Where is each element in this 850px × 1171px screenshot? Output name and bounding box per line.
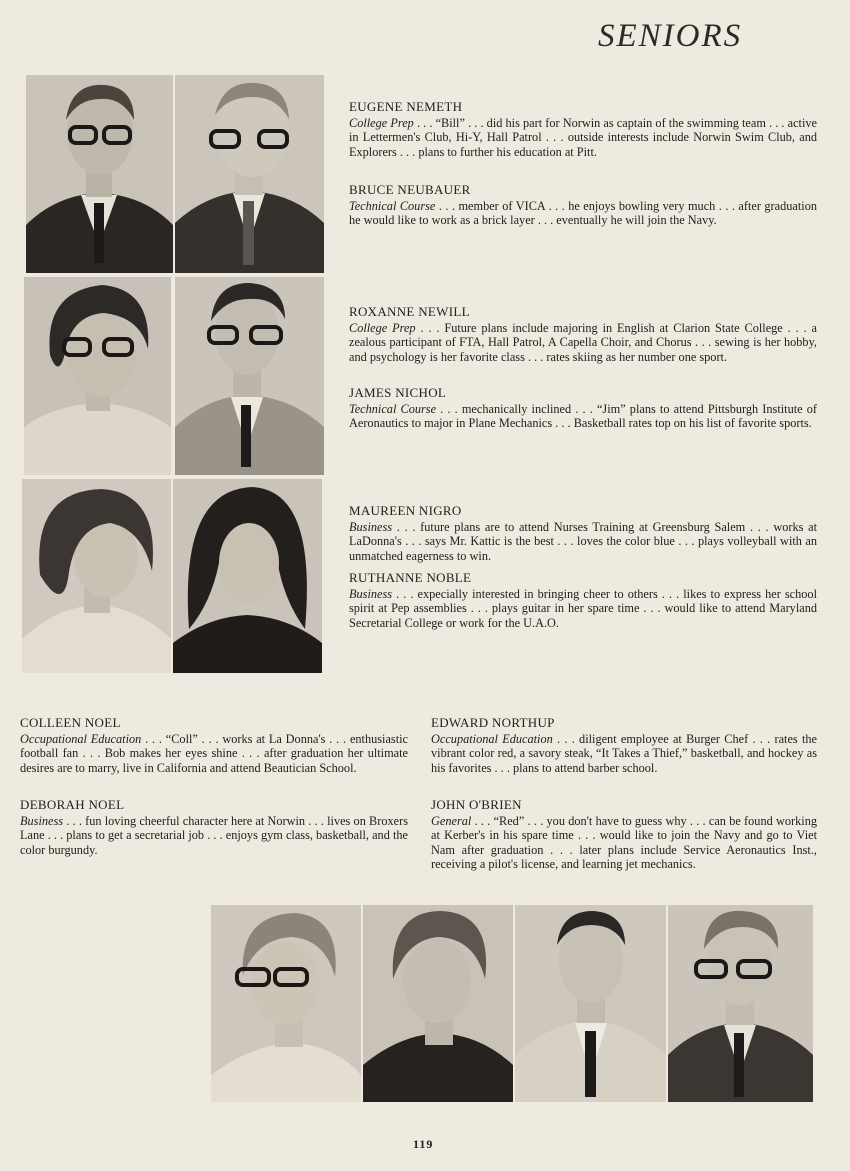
senior-description: . . . Future plans include majoring in English at Clarion State College . . . a zealous participant of FTA, Hall Patrol, A Capella Choir, and Chorus . . . sewing is her hobby, and psychology is her favorite class . . . rates skiing as her number one sport. (349, 321, 817, 364)
senior-bio (349, 571, 817, 630)
senior-description: . . . future plans are to attend Nurses Training at Greensburg Salem . . . works at LaDonna's . . . says Mr. Kattic is the best . . . loves the color blue . . . plays volleyball with an unmatched eagerness to win. (349, 520, 817, 563)
senior-bio (349, 504, 817, 563)
senior-name: RUTHANNE NOBLE (349, 570, 472, 585)
portrait-photo (175, 75, 324, 273)
senior-course: General (431, 814, 472, 829)
senior-course: College Prep (349, 321, 416, 336)
senior-course: Technical Course (349, 402, 437, 417)
portrait-photo (173, 479, 322, 673)
senior-bio (431, 716, 817, 775)
senior-description: . . . “Coll” . . . works at La Donna's . . . enthusiastic football fan . . . Bob makes her eyes shine . . . after graduation her ultimate desires are to marry, live in California and attend Beautician School. (20, 732, 408, 775)
senior-course: Business (349, 520, 393, 535)
senior-bio (431, 798, 817, 871)
senior-bio (20, 798, 408, 857)
senior-name: JOHN O'BRIEN (431, 797, 522, 812)
senior-description: . . . fun loving cheerful character here at Norwin . . . lives on Broxers Lane . . . plans to get a secretarial job . . . enjoys gym class, basketball, and the color burgundy. (20, 814, 408, 857)
portrait-photo (175, 277, 324, 475)
senior-name: JAMES NICHOL (349, 385, 447, 400)
senior-name: COLLEEN NOEL (20, 715, 121, 730)
senior-description: . . . “Bill” . . . did his part for Norwin as captain of the swimming team . . . active in Lettermen's Club, Hi-Y, Hall Patrol . . . outside interests include Norwin Swim Club, and Explorers . . . plans to further his education at Pitt. (349, 116, 817, 159)
portrait-photo (363, 905, 513, 1102)
page-number: 119 (413, 1137, 434, 1151)
senior-name: ROXANNE NEWILL (349, 304, 470, 319)
portrait-photo (515, 905, 666, 1102)
section-title: SENIORS (598, 18, 743, 54)
senior-name: DEBORAH NOEL (20, 797, 125, 812)
senior-name: EUGENE NEMETH (349, 99, 463, 114)
senior-description: . . . member of VICA . . . he enjoys bowling very much . . . after graduation he would like to work as a brick layer . . . eventually he will join the Navy. (349, 199, 817, 228)
senior-description: . . . “Red” . . . you don't have to guess why . . . can be found working at Kerber's in his spare time . . . would like to join the Navy and go to Viet Nam after graduation . . . later plans include Service Aeronautics Inst., receiving a pilot's license, and learning jet mechanics. (431, 814, 817, 871)
senior-name: EDWARD NORTHUP (431, 715, 555, 730)
senior-bio (349, 100, 817, 159)
portrait-photo (26, 75, 173, 273)
senior-course: College Prep (349, 116, 414, 131)
senior-bio (349, 386, 817, 431)
senior-course: Technical Course (349, 199, 436, 214)
senior-course: Occupational Education (431, 732, 553, 747)
portrait-photo (22, 479, 171, 673)
portrait-photo (24, 277, 171, 475)
senior-bio (349, 305, 817, 364)
portrait-photo (668, 905, 813, 1102)
senior-name: MAUREEN NIGRO (349, 503, 462, 518)
senior-description: . . . mechanically inclined . . . “Jim” plans to attend Pittsburgh Institute of Aeronautics to major in Plane Mechanics . . . Basketball rates top on his list of favorite sports. (349, 402, 817, 431)
senior-course: Occupational Education (20, 732, 142, 747)
senior-course: Business (20, 814, 64, 829)
senior-description: . . . expecially interested in bringing cheer to others . . . likes to express her school spirit at Pep assemblies . . . plays guitar in her spare time . . . would like to attend Maryland Secretarial College or work for the U.A.O. (349, 587, 817, 630)
senior-bio (20, 716, 408, 775)
senior-bio (349, 183, 817, 228)
portrait-photo (211, 905, 361, 1102)
senior-description: . . . diligent employee at Burger Chef . . . rates the vibrant color red, a savory steak, “It Takes a Thief,” basketball, and hockey as his favorites . . . plans to attend barber school. (431, 732, 817, 775)
senior-name: BRUCE NEUBAUER (349, 182, 471, 197)
senior-course: Business (349, 587, 393, 602)
